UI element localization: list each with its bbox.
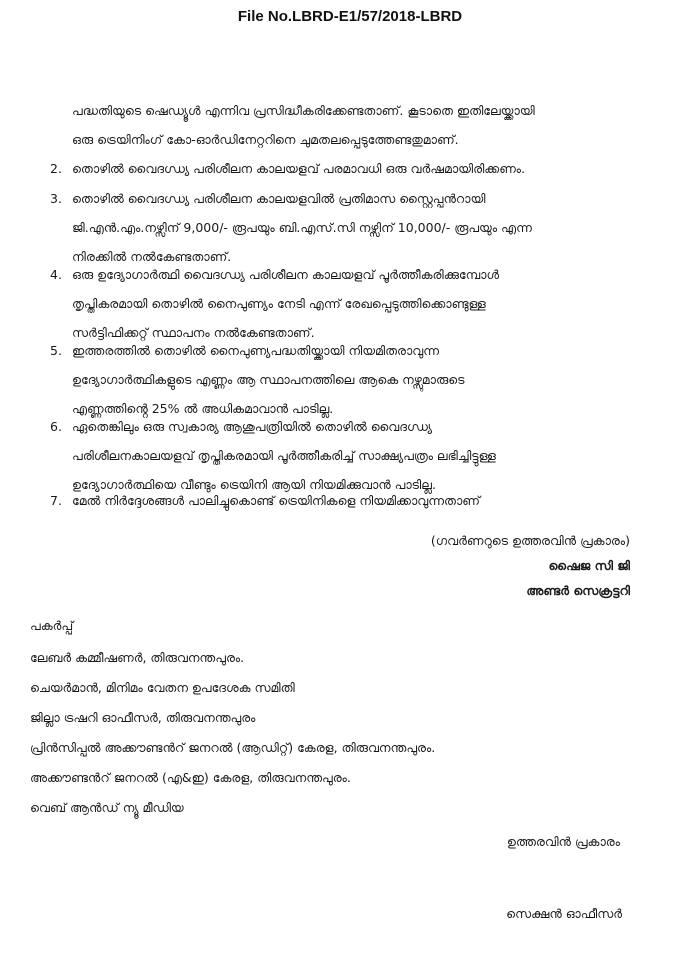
- list-item-line: തൊഴിൽ വൈദഗ്ധ്യ പരിശീലന കാലയളവ് പരമാവധി ഒരു വർഷമായിരിക്കണം.: [72, 161, 526, 176]
- list-item-line: ഇത്തരത്തിൽ തൊഴിൽ നൈപുണ്യപദ്ധതിയ്ക്കായി നിയമിതരാവുന്ന: [72, 343, 440, 358]
- list-item-line: പരിശീലനകാലയളവ് തൃപ്തികരമായി പൂർത്തീകരിച്ച് സാക്ഷ്യപത്രം ലഭിച്ചിട്ടുള്ള: [72, 448, 496, 463]
- footer-order-line: ഉത്തരവിൻ പ്രകാരം: [506, 834, 620, 849]
- copy-recipient: വെബ് ആൻഡ് ന്യൂ മീഡിയ: [30, 800, 184, 815]
- list-item-number: 5.: [50, 343, 62, 358]
- order-line: (ഗവർണറുടെ ഉത്തരവിൻ പ്രകാരം): [430, 533, 630, 548]
- copy-recipient: ലേബർ കമ്മീഷണർ, തിരുവനന്തപുരം.: [30, 650, 245, 665]
- list-item-line: സർട്ടിഫിക്കറ്റ് സ്ഥാപനം നൽകേണ്ടതാണ്.: [72, 325, 315, 340]
- copy-recipient: അക്കൗണ്ടൻറ് ജനറൽ (എ&ഇ) കേരള, തിരുവനന്തപുരം.: [30, 770, 351, 785]
- list-item-line: തൊഴിൽ വൈദഗ്ധ്യ പരിശീലന കാലയളവിൽ പ്രതിമാസ സ്റ്റൈപ്പൻറായി: [72, 191, 486, 206]
- list-item-line: ഉദ്യോഗാർത്ഥിയെ വീണ്ടും ട്രെയിനി ആയി നിയമിക്കുവാൻ പാടില്ല.: [72, 477, 436, 492]
- copy-recipient: പ്രിൻസിപ്പൽ അക്കൗണ്ടൻറ് ജനറൽ (ആഡിറ്റ്) കേരള, തിരുവനന്തപുരം.: [30, 740, 436, 755]
- list-item-number: 2.: [50, 161, 62, 176]
- section-officer: സെക്ഷൻ ഓഫീസർ: [506, 906, 622, 921]
- copy-recipient: ജില്ലാ ട്രഷറി ഓഫീസർ, തിരുവനന്തപുരം: [30, 710, 256, 725]
- list-item-line: ഉദ്യോഗാർത്ഥികളുടെ എണ്ണം ആ സ്ഥാപനത്തിലെ ആകെ നഴ്സുമാരുടെ: [72, 372, 465, 387]
- list-item-line: മേൽ നിർദ്ദേശങ്ങൾ പാലിച്ചുകൊണ്ട് ട്രെയിനികളെ നിയമിക്കാവുന്നതാണ്: [72, 493, 480, 508]
- list-item-number: 6.: [50, 419, 62, 434]
- list-item-line: ഒരു ഉദ്യോഗാർത്ഥി വൈദഗ്ധ്യ പരിശീലന കാലയളവ് പൂർത്തീകരിക്കുമ്പോൾ: [72, 267, 500, 282]
- list-item-line: എണ്ണത്തിൻ്റെ 25% ൽ അധികമാവാൻ പാടില്ല.: [72, 401, 334, 416]
- list-item-line: തൃപ്തികരമായി തൊഴിൽ നൈപുണ്യം നേടി എന്ന് രേഖപ്പെടുത്തിക്കൊണ്ടുള്ള: [72, 296, 486, 311]
- signatory-name: ഷൈജ സി ജി: [548, 558, 630, 573]
- list-item-line: നിരക്കിൽ നൽകേണ്ടതാണ്.: [72, 249, 232, 264]
- list-item-number: 4.: [50, 267, 62, 282]
- list-item-line: ഏതെങ്കിലും ഒരു സ്വകാര്യ ആശുപത്രിയിൽ തൊഴിൽ വൈദഗ്ധ്യ: [72, 419, 433, 434]
- list-item-number: 3.: [50, 191, 62, 206]
- file-number: File No.LBRD-E1/57/2018-LBRD: [237, 8, 463, 25]
- list-item-line: ജി.എൻ.എം.നഴ്സിന് 9,000/- രൂപയും ബി.എസ്.സി നഴ്സിന് 10,000/- രൂപയും എന്ന: [72, 220, 532, 235]
- continuation-line: ഒരു ട്രെയിനിംഗ് കോ-ഓർഡിനേറ്ററിനെ ചുമതലപ്പെടുത്തേണ്ടതുമാണ്.: [72, 132, 459, 147]
- signatory-designation: അണ്ടർ സെക്രട്ടറി: [526, 583, 630, 598]
- copy-recipient: ചെയർമാൻ, മിനിമം വേതന ഉപദേശക സമിതി: [30, 680, 295, 695]
- continuation-line: പദ്ധതിയുടെ ഷെഡ്യൂൾ എന്നിവ പ്രസിദ്ധീകരിക്കേണ്ടതാണ്. കൂടാതെ ഇതിലേയ്ക്കായി: [72, 103, 535, 118]
- list-item-number: 7.: [50, 493, 62, 508]
- copy-heading: പകർപ്പ്: [30, 618, 74, 633]
